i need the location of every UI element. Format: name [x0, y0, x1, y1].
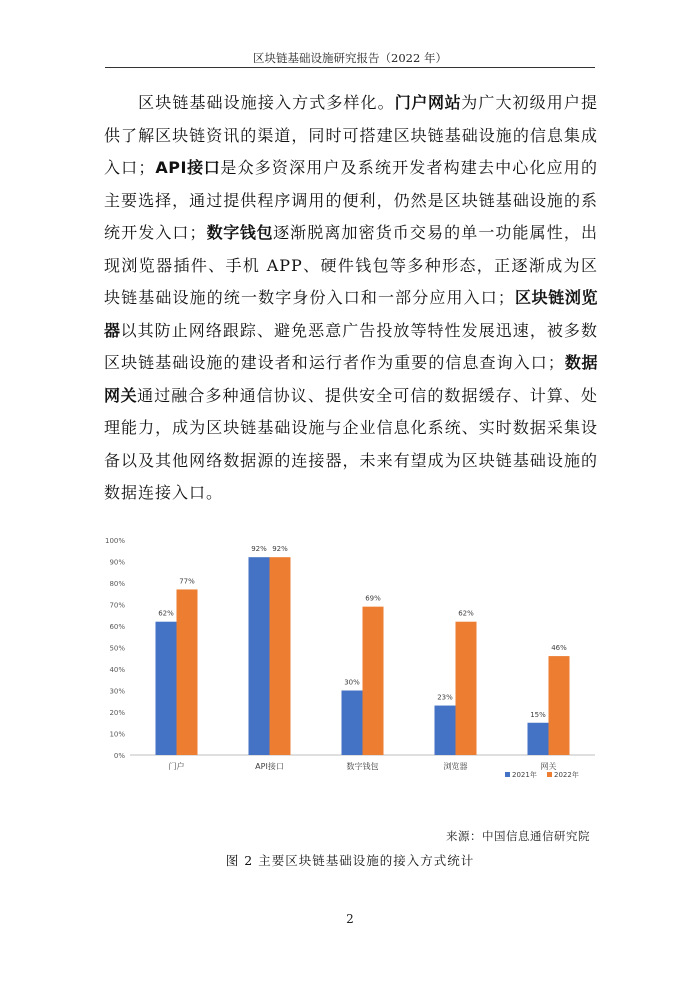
page-number: 2: [346, 912, 354, 926]
bar-2021年-网关: [528, 723, 549, 755]
header-rule: [105, 67, 595, 68]
term-browser: 区块链浏览器: [104, 288, 598, 340]
text-portal: 为广大初级用户提供了解区块链资讯的渠道，同时可搭建区块链基础设施的信息集成入口；: [104, 93, 598, 177]
y-tick-label: 10%: [109, 730, 125, 739]
access-method-bar-chart: [95, 532, 600, 792]
term-wallet: 数字钱包: [206, 223, 274, 242]
term-portal: 门户网站: [394, 93, 462, 112]
body-paragraph: [104, 87, 598, 510]
data-label: 69%: [365, 594, 381, 603]
y-tick-label: 50%: [109, 644, 125, 653]
data-label: 46%: [551, 644, 567, 653]
data-label: 62%: [158, 609, 174, 618]
bar-2021年-API接口: [249, 557, 270, 755]
bar-2022年-浏览器: [456, 622, 477, 755]
bar-2022年-网关: [549, 656, 570, 755]
y-tick-label: 100%: [104, 537, 125, 545]
x-tick-label: 浏览器: [443, 762, 468, 771]
text-browser: 以其防止网络跟踪、避免恶意广告投放等特性发展迅速，被多数区块链基础设施的建设者和运行者作为重要的信息查询入口；: [104, 320, 598, 372]
text-api: 是众多资深用户及系统开发者构建去中心化应用的主要选择，通过提供程序调用的便利，仍然是区块链基础设施的系统开发入口；: [104, 158, 598, 242]
text-intro: 区块链基础设施接入方式多样化。: [138, 93, 395, 112]
data-label: 77%: [179, 577, 195, 586]
text-gateway: 通过融合多种通信协议、提供安全可信的数据缓存、计算、处理能力，成为区块链基础设施与企业信息化系统、实时数据采集设备以及其他网络数据源的连接器，未来有望成为区块链基础设施的数据连接入口。: [104, 385, 598, 502]
bar-2021年-浏览器: [435, 706, 456, 755]
legend-swatch: [505, 772, 510, 777]
y-tick-label: 30%: [109, 687, 125, 696]
y-tick-label: 90%: [109, 558, 125, 567]
bar-2021年-数字钱包: [342, 691, 363, 756]
data-label: 23%: [437, 693, 453, 702]
x-tick-label: 数字钱包: [346, 762, 379, 771]
bar-2022年-门户: [177, 589, 198, 755]
figure-source: 来源：中国信息通信研究院: [446, 829, 590, 843]
bar-2022年-数字钱包: [363, 607, 384, 755]
bar-2021年-门户: [156, 622, 177, 755]
y-tick-label: 0%: [113, 752, 125, 760]
figure-caption: 图 2 主要区块链基础设施的接入方式统计: [225, 853, 475, 868]
legend-swatch: [547, 772, 552, 777]
y-tick-label: 70%: [109, 601, 125, 610]
data-label: 62%: [458, 609, 474, 618]
x-tick-label: 网关: [540, 762, 557, 771]
data-label: 30%: [344, 678, 360, 687]
data-label: 15%: [530, 710, 546, 719]
y-tick-label: 80%: [109, 580, 125, 588]
legend-label: 2021年: [512, 771, 537, 779]
term-api: API接口: [155, 158, 221, 177]
term-gateway: 数据网关: [104, 353, 598, 405]
bar-2022年-API接口: [270, 557, 291, 755]
y-tick-label: 40%: [109, 666, 125, 674]
data-label: 92%: [251, 545, 267, 554]
x-tick-label: API接口: [255, 762, 284, 771]
y-tick-label: 60%: [109, 623, 125, 631]
y-tick-label: 20%: [109, 709, 125, 717]
running-header: 区块链基础设施研究报告（2022 年）: [253, 51, 447, 65]
data-label: 92%: [272, 545, 288, 554]
text-wallet: 逐渐脱离加密货币交易的单一功能属性，出现浏览器插件、手机 APP、硬件钱包等多种形态，正逐渐成为区块链基础设施的统一数字身份入口和一部分应用入口；: [104, 223, 598, 307]
x-tick-label: 门户: [168, 762, 185, 771]
legend-label: 2022年: [554, 771, 579, 779]
